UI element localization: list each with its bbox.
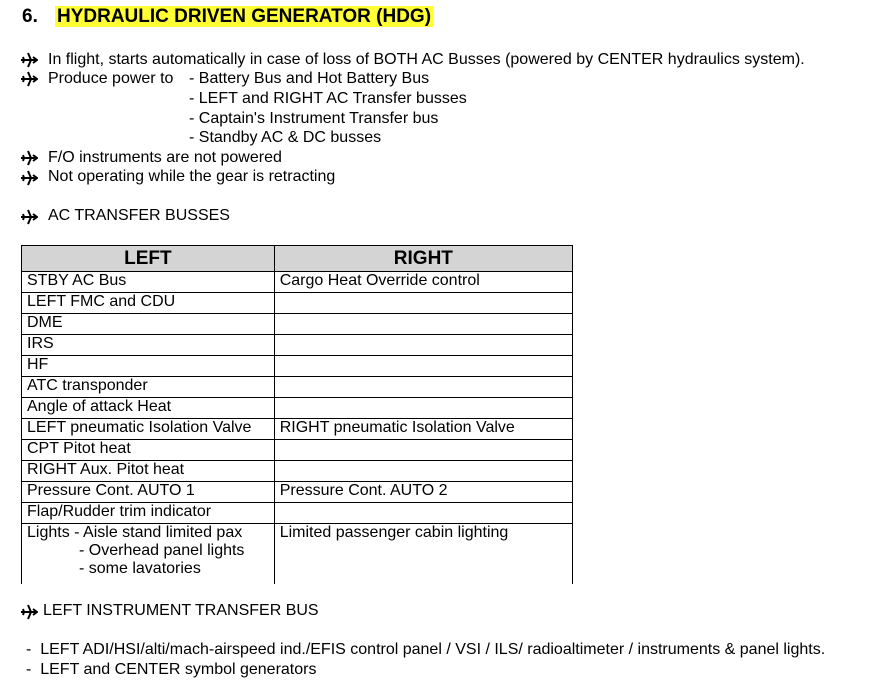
left-cell: LEFT pneumatic Isolation Valve xyxy=(22,419,275,440)
airplane-bullet-icon xyxy=(20,169,38,187)
left-cell: DME xyxy=(22,314,275,335)
section-number: 6. xyxy=(22,6,38,27)
left-cell: LEFT FMC and CDU xyxy=(22,293,275,314)
right-cell: Cargo Heat Override control xyxy=(274,272,572,293)
right-cell: RIGHT pneumatic Isolation Valve xyxy=(274,419,572,440)
column-header-left: LEFT xyxy=(22,246,275,272)
left-cell: STBY AC Bus xyxy=(22,272,275,293)
bullet-text: In flight, starts automatically in case of loss of BOTH AC Busses (powered by CENTER hydraulics system). xyxy=(48,51,805,68)
produce-item: - LEFT and RIGHT AC Transfer busses xyxy=(189,90,467,107)
left-cell: ATC transponder xyxy=(22,377,275,398)
produce-item: - Battery Bus and Hot Battery Bus xyxy=(189,70,430,87)
ac-transfer-table xyxy=(21,245,573,584)
section-heading xyxy=(22,6,433,28)
lights-label: Lights - Aisle stand limited pax xyxy=(27,524,243,541)
table-row xyxy=(22,314,573,335)
bullet-text: F/O instruments are not powered xyxy=(48,149,282,166)
right-cell: Pressure Cont. AUTO 2 xyxy=(274,482,572,503)
instrument-item-text: LEFT ADI/HSI/alti/mach-airspeed ind./EFIS control panel / VSI / ILS/ radioaltimeter / instruments & panel lights. xyxy=(40,641,826,658)
produce-item: - Captain's Instrument Transfer bus xyxy=(189,110,439,127)
produce-item: - Standby AC & DC busses xyxy=(189,129,382,146)
airplane-bullet-icon xyxy=(20,51,38,69)
lights-sub-item: - Overhead panel lights xyxy=(79,542,245,559)
right-cell xyxy=(274,356,572,377)
right-cell xyxy=(274,335,572,356)
lights-right-cell: Limited passenger cabin lighting xyxy=(274,524,572,585)
right-cell xyxy=(274,377,572,398)
table-row xyxy=(22,482,573,503)
instrument-item: - LEFT and CENTER symbol generators xyxy=(26,661,317,678)
instrument-item-text: LEFT and CENTER symbol generators xyxy=(40,661,317,678)
bullet-text: Produce power to xyxy=(48,70,174,87)
table-row xyxy=(22,377,573,398)
left-instrument-heading: LEFT INSTRUMENT TRANSFER BUS xyxy=(43,602,319,619)
airplane-bullet-icon xyxy=(20,208,38,226)
table-row xyxy=(22,461,573,482)
right-cell xyxy=(274,398,572,419)
left-cell: HF xyxy=(22,356,275,377)
table-row xyxy=(22,419,573,440)
airplane-bullet-icon xyxy=(20,70,38,88)
column-header-right: RIGHT xyxy=(274,246,572,272)
table-row-lights xyxy=(22,524,573,585)
right-cell xyxy=(274,440,572,461)
table-row xyxy=(22,335,573,356)
left-cell: IRS xyxy=(22,335,275,356)
right-cell xyxy=(274,314,572,335)
left-cell: Pressure Cont. AUTO 1 xyxy=(22,482,275,503)
instrument-item: - LEFT ADI/HSI/alti/mach-airspeed ind./EFIS control panel / VSI / ILS/ radioaltimeter / instruments & panel lights. xyxy=(26,641,826,658)
table-row xyxy=(22,398,573,419)
section-title: HYDRAULIC DRIVEN GENERATOR (HDG) xyxy=(57,6,432,27)
left-cell: RIGHT Aux. Pitot heat xyxy=(22,461,275,482)
airplane-bullet-icon xyxy=(20,149,38,167)
airplane-bullet-icon xyxy=(20,603,38,621)
bullet-text: Not operating while the gear is retracting xyxy=(48,168,336,185)
table-row xyxy=(22,503,573,524)
left-cell: Angle of attack Heat xyxy=(22,398,275,419)
table-row xyxy=(22,356,573,377)
right-cell xyxy=(274,293,572,314)
table-row xyxy=(22,440,573,461)
lights-left-cell xyxy=(22,524,275,585)
ac-transfer-heading: AC TRANSFER BUSSES xyxy=(48,207,230,224)
table-row xyxy=(22,272,573,293)
right-cell xyxy=(274,461,572,482)
right-cell xyxy=(274,503,572,524)
table-row xyxy=(22,293,573,314)
lights-sub-item: - some lavatories xyxy=(79,560,201,577)
left-cell: CPT Pitot heat xyxy=(22,440,275,461)
left-cell: Flap/Rudder trim indicator xyxy=(22,503,275,524)
